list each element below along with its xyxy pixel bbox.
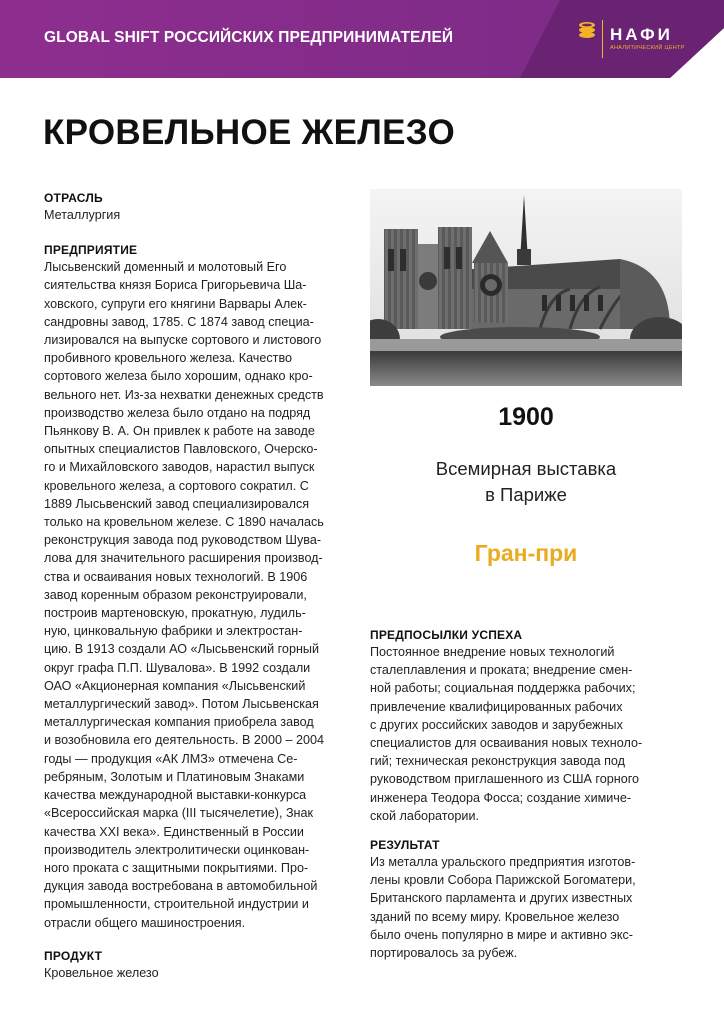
text-line: завод коренным образом реконструировали, [44,587,307,602]
header-banner [0,0,724,78]
cathedral-photo [370,189,682,386]
text-line: только на кровельном железе. С 1890 началась [44,515,324,530]
text-line: Британского парламента и других известных [370,891,633,906]
text-line: Из металла уральского предприятия изготов- [370,855,636,869]
text-line: построив мартеновскую, прокатную, лудиль- [44,606,306,621]
text-line: руководством приглашенного из США горного [370,772,640,787]
text-line: Постоянное внедрение новых технологий [370,645,615,659]
industry-heading: ОТРАСЛЬ [44,191,103,205]
text-line: ства и осваивания новых технологий. В 1906 [44,569,308,584]
award-year: 1900 [498,403,554,431]
text-line: Пьянкову В. А. Он привлек к работе на заводе [44,424,315,439]
product-section [44,948,362,982]
text-line: кровельного железа, а сортового сократил. С [44,478,309,493]
text-line: го и Михайловского заводов, нарастил выпуск [44,460,315,475]
text-line: опытных специалистов Павловского, Очерско- [44,442,318,457]
industry-section [44,190,362,224]
left-column [44,190,362,982]
text-line: лова для значительного расширения производ- [44,551,323,566]
prerequisites-section [370,627,685,825]
text-line: ской лаборатории. [370,808,479,823]
text-line: металлургический завод». Потом Лысьвенская [44,697,319,712]
text-line: цию. В 1913 создали АО «Лысьвенский горный [44,642,319,657]
text-line: Лысьвенский доменный и молотовый Его [44,260,287,275]
prerequisites-text [370,643,685,825]
text-line: реконструкция завода под руководством Шува- [44,533,322,548]
enterprise-section [44,242,362,932]
text-line: округ графа П.П. Шувалова». В 1992 создали [44,660,311,675]
text-line: пробивного кровельного железа. Качество [44,351,292,366]
text-line: сортового железа было хорошим, однако кро- [44,369,313,384]
text-line: производитель электролитически оцинкован- [44,842,310,857]
nafi-logo [577,20,697,58]
text-line: качества международной выставки-конкурса [44,788,307,803]
result-section [370,837,685,962]
text-line: металлургическая компания приобрела завод [44,715,314,730]
prerequisites-heading: ПРЕДПОСЫЛКИ УСПЕХА [370,628,523,642]
enterprise-text [44,258,362,932]
text-line: «Всероссийская марка (III тысячелетие), Знак [44,806,314,821]
enterprise-heading: ПРЕДПРИЯТИЕ [44,243,138,258]
text-line: качества XXI века». Единственный в России [44,824,304,839]
event-line: Всемирная выставка [435,458,617,479]
product-value: Кровельное железо [44,965,159,980]
text-line: лены кровли Собора Парижской Богоматери, [370,873,636,888]
text-line: отрасли общего машиностроения. [44,915,246,930]
text-line: инженера Теодора Фосса; создание химиче- [370,790,632,805]
logo-name: НАФИ [610,25,673,44]
logo-separator [602,20,603,58]
text-line: портировалось за рубеж. [370,946,518,961]
text-line: ную, цинковальную фабрики и электростан- [44,624,303,639]
coin-stack-icon [577,20,597,40]
text-line: промышленности, строительной индустрии и [44,897,309,912]
text-line: ховского, супруги его княгини Варвары Алек- [44,296,307,311]
text-line: было очень популярно в мире и активно экс- [370,927,633,942]
product-heading: ПРОДУКТ [44,948,103,963]
industry-value: Металлургия [44,208,121,222]
text-line: сиятельства князя Бориса Григорьевича Ша- [44,278,307,293]
text-line: сталеплавления и проката; внедрение смен- [370,663,633,678]
text-line: зданий по всему миру. Кровельное железо [370,909,620,924]
text-line: гий; техническая реконструкция завода под [370,754,625,769]
text-line: ребряным, Золотым и Платиновым Знаками [44,769,305,784]
result-heading: РЕЗУЛЬТАТ [370,838,440,852]
text-line: лизировался на выпуске сортового и листового [44,333,322,348]
text-line: с других российских заводов и зарубежных [370,717,623,732]
text-line: ного проката с защитными покрытиями. Про- [44,860,309,875]
text-line: ной работы; социальная поддержка рабочих; [370,681,636,696]
text-line: ОАО «Акционерная компания «Лысьвенский [44,678,306,693]
text-line: 1889 Лысьвенский завод специализировался [44,496,310,511]
text-line: годы — продукция «АК ЛМЗ» отмечена Се- [44,751,298,766]
text-line: привлечение квалифицированных рабочих [370,699,623,714]
text-line: дукция завода востребована в автомобильной [44,879,318,894]
award-title: Гран-при [474,540,578,566]
text-line: специалистов для осваивания новых техноло- [370,736,643,751]
cathedral-illustration [370,189,682,386]
page-title: КРОВЕЛЬНОЕ ЖЕЛЕЗО [43,113,456,152]
banner-title: GLOBAL SHIFT РОССИЙСКИХ ПРЕДПРИНИМАТЕЛЕЙ [44,29,454,46]
result-text [370,853,685,962]
event-line: в Париже [485,484,567,505]
event-name [370,456,682,508]
text-line: сандровны завод, 1785. С 1874 завод специа- [44,314,314,329]
text-line: производство железа было отдано на подряд [44,405,311,420]
text-line: и возобновила его деятельность. В 2000 – 2004 [44,733,324,748]
logo-subtitle: АНАЛИТИЧЕСКИЙ ЦЕНТР [610,45,685,51]
text-line: вельного нет. Из-за нехватки денежных средств [44,387,324,402]
